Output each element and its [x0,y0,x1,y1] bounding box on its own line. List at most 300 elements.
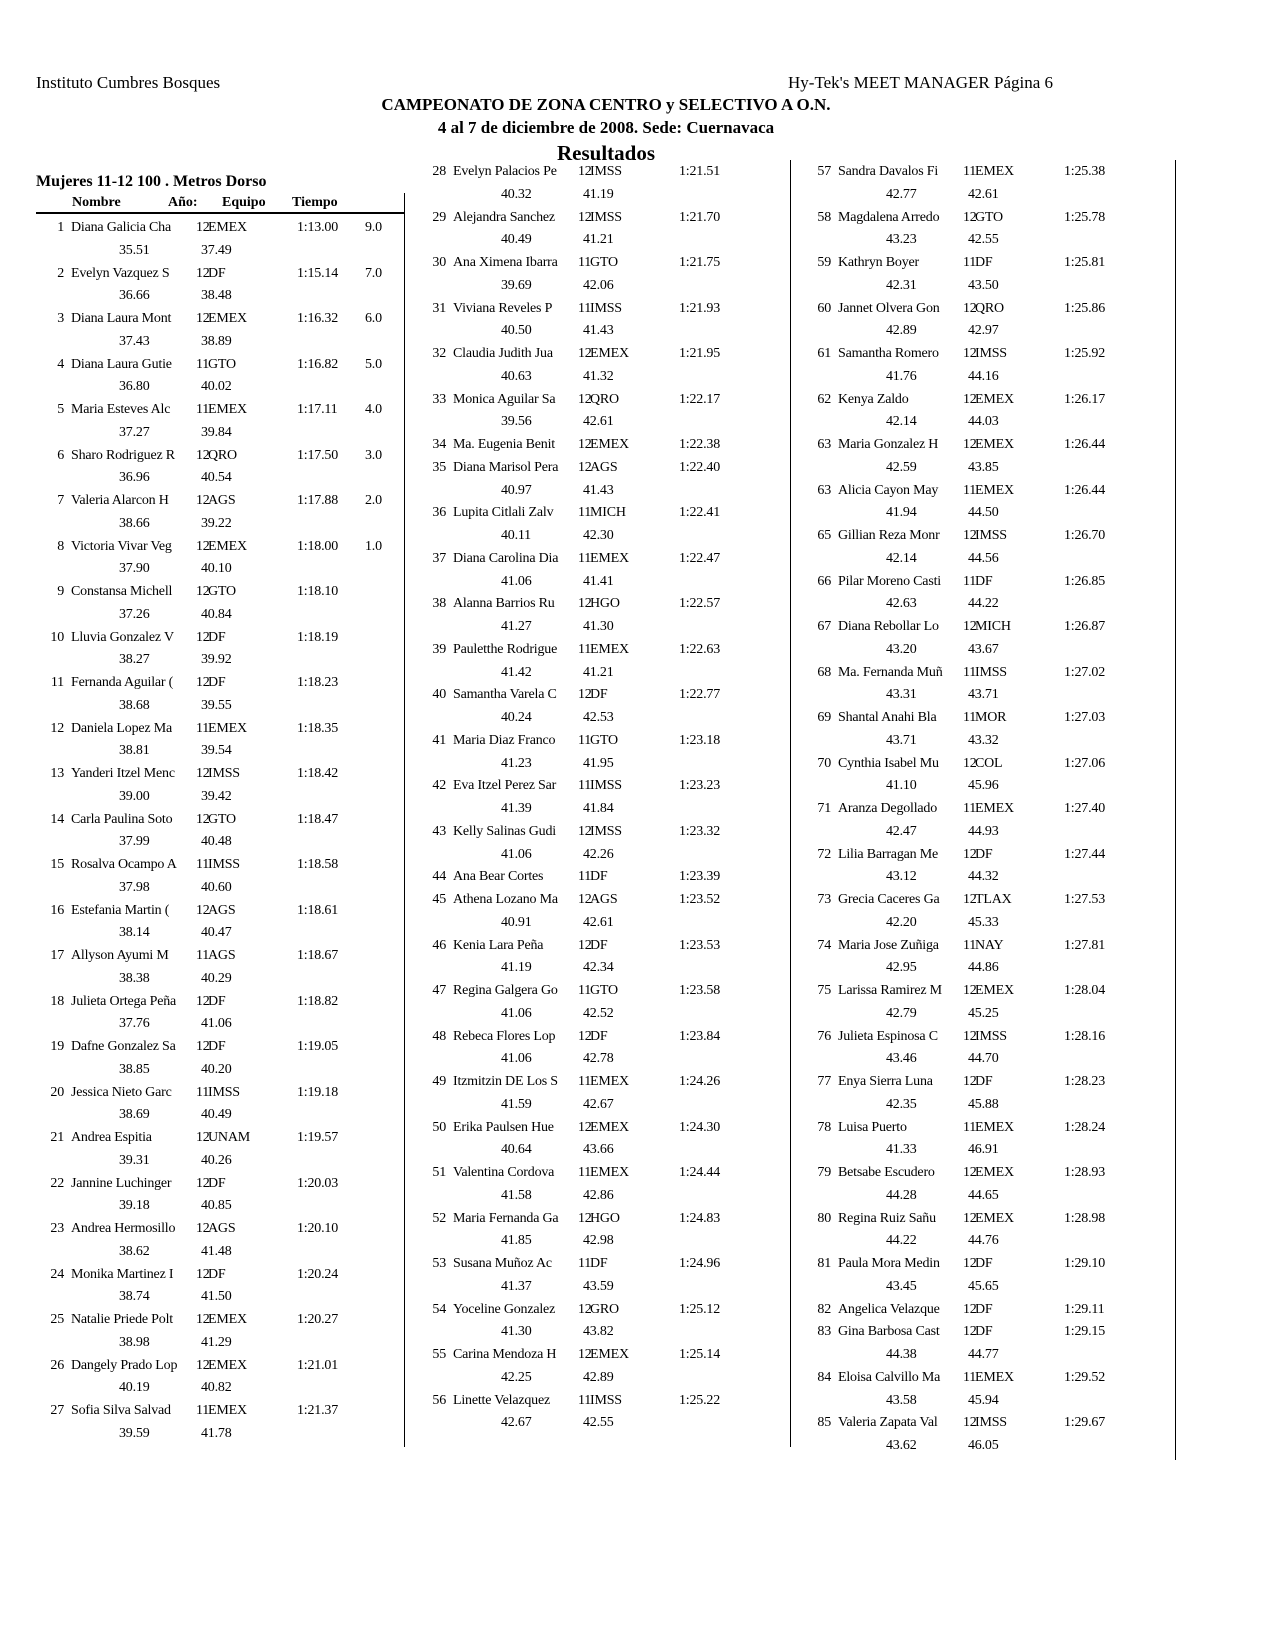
split-row [803,823,1173,841]
final-time: 1:21.70 [679,209,720,225]
split-row [803,277,1173,295]
result-row [418,1301,788,1319]
result-row [36,1311,406,1329]
split-100: 41.43 [583,323,614,339]
place: 11 [50,675,64,690]
split-50: 41.23 [501,755,532,771]
place: 44 [432,869,446,885]
points: 5.0 [365,356,382,372]
split-row [36,333,406,351]
split-50: 42.47 [886,823,917,839]
team: HGO [590,596,620,612]
age: 11 [963,664,977,680]
result-row [418,982,788,1000]
swimmer-name: Monika Martinez I [71,1266,174,1282]
split-row [36,1425,406,1443]
split-50: 40.64 [501,1142,532,1158]
split-100: 43.50 [968,277,999,293]
split-50: 41.94 [886,505,917,521]
age: 12 [196,811,210,827]
age: 12 [578,937,592,953]
swimmer-name: Eva Itzel Perez Sar [453,778,557,794]
team: DF [208,1039,226,1054]
place: 13 [50,766,64,781]
age: 12 [578,1119,592,1135]
team: IMSS [590,300,622,316]
split-50: 43.58 [886,1392,917,1408]
age: 12 [578,437,592,452]
split-100: 42.78 [583,1051,614,1067]
split-row [36,1334,406,1352]
place: 34 [432,437,446,452]
split-row [36,287,406,305]
swimmer-name: Carina Mendoza H [453,1347,557,1362]
place: 27 [50,1403,64,1418]
swimmer-name: Linette Velazquez [453,1392,551,1408]
place: 66 [817,573,831,589]
final-time: 1:26.85 [1064,573,1105,589]
swimmer-name: Lluvia Gonzalez V [71,629,174,645]
split-50: 41.33 [886,1142,917,1158]
split-100: 43.67 [968,641,999,657]
result-row [803,163,1173,181]
swimmer-name: Kathryn Boyer [838,255,919,270]
team: AGS [208,948,236,963]
team: EMEX [590,550,629,566]
split-50: 41.85 [501,1233,532,1249]
split-100: 39.92 [201,652,232,668]
team: EMEX [975,801,1014,816]
age: 12 [196,265,210,281]
final-time: 1:25.81 [1064,255,1105,270]
team: IMSS [208,766,240,781]
swimmer-name: Regina Ruiz Sañu [838,1210,936,1226]
split-row [803,641,1173,659]
age: 11 [578,550,592,566]
team: EMEX [975,983,1014,998]
final-time: 1:27.02 [1064,664,1105,680]
age: 12 [578,1210,592,1226]
split-100: 44.70 [968,1051,999,1067]
split-100: 44.77 [968,1347,999,1362]
split-50: 39.18 [119,1198,150,1214]
result-row [803,664,1173,682]
points: 1.0 [365,538,382,554]
team: QRO [975,300,1004,316]
split-row [36,697,406,715]
team: DF [208,629,226,645]
result-row [418,1255,788,1273]
age: 12 [963,755,977,771]
age: 12 [963,1324,977,1340]
split-row [803,959,1173,977]
points: 2.0 [365,493,382,508]
age: 12 [963,437,977,452]
result-row [418,550,788,568]
split-100: 42.67 [583,1096,614,1112]
place: 78 [817,1119,831,1135]
final-time: 1:22.47 [679,550,720,566]
place: 36 [432,505,446,521]
age: 12 [963,1165,977,1180]
team: DF [590,869,608,885]
final-time: 1:18.58 [297,857,338,872]
split-row [803,1392,1173,1410]
swimmer-name: Kelly Salinas Gudi [453,823,556,839]
place: 70 [817,755,831,771]
team: EMEX [975,482,1014,498]
swimmer-name: Diana Marisol Pera [453,459,559,475]
split-50: 38.69 [119,1107,150,1123]
age: 12 [196,1039,210,1054]
age: 12 [196,675,210,690]
team: EMEX [208,720,247,736]
age: 11 [963,937,977,953]
final-time: 1:24.44 [679,1165,720,1180]
place: 3 [57,311,64,326]
split-50: 42.95 [886,960,917,976]
result-row [803,1028,1173,1046]
result-row [418,1164,788,1182]
team: AGS [208,493,236,508]
split-row [803,1096,1173,1114]
points: 4.0 [365,402,382,417]
split-50: 41.76 [886,368,917,384]
split-100: 41.30 [583,619,614,634]
result-row [418,459,788,477]
place: 31 [432,300,446,316]
place: 79 [817,1165,831,1180]
split-100: 38.89 [201,333,232,349]
place: 53 [432,1256,446,1271]
final-time: 1:21.51 [679,164,720,179]
final-time: 1:25.92 [1064,346,1105,361]
place: 33 [432,391,446,407]
split-row [36,1061,406,1079]
team: DF [208,675,226,690]
split-row [803,914,1173,932]
split-50: 42.35 [886,1096,917,1112]
team: IMSS [975,528,1007,543]
swimmer-name: Shantal Anahi Bla [838,710,937,725]
swimmer-name: Maria Jose Zuñiga [838,937,939,953]
swimmer-name: Andrea Hermosillo [71,1221,176,1236]
split-50: 43.46 [886,1051,917,1067]
place: 56 [432,1392,446,1408]
swimmer-name: Valeria Alarcon H [71,493,169,508]
team: NAY [975,937,1004,953]
place: 20 [50,1084,64,1100]
final-time: 1:25.14 [679,1347,720,1362]
swimmer-name: Daniela Lopez Ma [71,720,172,736]
points: 7.0 [365,265,382,281]
team: GTO [590,255,618,270]
swimmer-name: Valeria Zapata Val [838,1415,938,1431]
final-time: 1:29.67 [1064,1415,1105,1431]
age: 12 [963,1074,977,1089]
split-50: 44.22 [886,1233,917,1249]
final-time: 1:25.38 [1064,164,1105,179]
result-row [418,1346,788,1364]
age: 11 [963,1119,977,1135]
split-row [36,242,406,260]
age: 12 [963,1028,977,1044]
team: EMEX [975,1165,1014,1180]
points: 6.0 [365,311,382,326]
age: 11 [963,710,977,725]
age: 11 [578,778,592,794]
final-time: 1:29.52 [1064,1369,1105,1385]
split-100: 42.61 [583,914,614,930]
split-row [803,777,1173,795]
age: 12 [578,164,592,179]
age: 11 [578,983,592,998]
final-time: 1:20.27 [297,1312,338,1327]
swimmer-name: Sharo Rodriguez R [71,447,175,463]
split-row [803,1437,1173,1455]
team: DF [590,1256,608,1271]
swimmer-name: Julieta Ortega Peña [71,993,177,1009]
result-row [803,1210,1173,1228]
split-50: 41.19 [501,960,532,976]
age: 12 [963,1210,977,1226]
team: EMEX [975,437,1014,452]
final-time: 1:19.18 [297,1084,338,1100]
age: 11 [196,1403,210,1418]
split-50: 37.26 [119,606,150,622]
final-time: 1:22.41 [679,505,720,521]
age: 12 [963,300,977,316]
result-row [803,391,1173,409]
result-row [803,846,1173,864]
result-row [803,1414,1173,1432]
final-time: 1:27.81 [1064,937,1105,953]
split-100: 42.98 [583,1233,614,1249]
place: 15 [50,857,64,872]
final-time: 1:28.16 [1064,1028,1105,1044]
age: 12 [963,528,977,543]
age: 12 [196,1312,210,1327]
split-50: 42.67 [501,1415,532,1431]
split-100: 43.85 [968,459,999,475]
age: 12 [196,1175,210,1191]
result-row [418,209,788,227]
split-row [803,550,1173,568]
split-100: 42.34 [583,960,614,976]
place: 62 [817,391,831,407]
place: 21 [50,1130,64,1145]
age: 11 [963,1369,977,1385]
final-time: 1:27.44 [1064,846,1105,862]
swimmer-name: Andrea Espitia [71,1130,152,1145]
place: 10 [50,629,64,645]
split-100: 42.30 [583,528,614,543]
team: TLAX [975,892,1012,907]
split-100: 40.48 [201,834,232,850]
place: 46 [432,937,446,953]
split-100: 37.49 [201,242,232,258]
place: 50 [432,1119,446,1135]
place: 63 [817,482,831,498]
swimmer-name: Athena Lozano Ma [453,892,558,907]
meet-title: CAMPEONATO DE ZONA CENTRO y SELECTIVO A O.N. [381,95,831,114]
final-time: 1:21.93 [679,300,720,316]
split-100: 40.10 [201,561,232,577]
split-row [418,186,788,204]
team: DF [590,1028,608,1044]
col-header-team: Equipo [222,195,266,210]
points: 9.0 [365,220,382,235]
split-50: 43.62 [886,1438,917,1453]
split-row [803,413,1173,431]
age: 11 [196,402,210,417]
team: EMEX [208,1403,247,1418]
place: 77 [817,1074,831,1089]
split-50: 41.06 [501,573,532,589]
split-50: 42.14 [886,414,917,430]
team: EMEX [975,1369,1014,1385]
split-row [36,560,406,578]
split-50: 41.06 [501,1005,532,1021]
team: DF [208,993,226,1009]
split-row [418,413,788,431]
software-page-label: Hy-Tek's MEET MANAGER Página 6 [788,73,1054,92]
age: 11 [963,164,977,179]
split-row [36,1243,406,1261]
split-row [418,482,788,500]
split-row [418,1005,788,1023]
split-row [36,378,406,396]
split-50: 38.68 [119,697,150,713]
place: 38 [432,596,446,612]
final-time: 1:21.95 [679,346,720,361]
team: IMSS [208,1084,240,1100]
team: IMSS [590,823,622,839]
split-row [803,732,1173,750]
split-row [803,686,1173,704]
result-row [36,219,406,237]
swimmer-name: Diana Carolina Dia [453,550,559,566]
split-row [803,595,1173,613]
swimmer-name: Maria Fernanda Ga [453,1210,559,1226]
swimmer-name: Alanna Barrios Ru [453,596,555,612]
split-50: 42.59 [886,459,917,475]
result-row [803,755,1173,773]
split-50: 40.11 [501,528,531,543]
age: 12 [578,1028,592,1044]
final-time: 1:18.10 [297,584,338,599]
split-100: 44.03 [968,414,999,430]
column-divider [1175,160,1176,1460]
split-50: 40.91 [501,914,532,930]
split-row [418,1369,788,1387]
swimmer-name: Rebeca Flores Lop [453,1028,556,1044]
split-50: 42.20 [886,914,917,930]
split-50: 42.31 [886,277,917,293]
split-50: 37.98 [119,879,150,895]
age: 12 [963,1415,977,1431]
split-100: 44.32 [968,869,999,885]
age: 11 [578,1165,592,1180]
result-row [36,310,406,328]
age: 12 [196,993,210,1009]
swimmer-name: Itzmitzin DE Los S [453,1074,558,1089]
final-time: 1:27.40 [1064,801,1105,816]
age: 12 [196,1221,210,1236]
split-50: 38.27 [119,652,150,668]
final-time: 1:22.63 [679,641,720,657]
result-row [36,447,406,465]
swimmer-name: Enya Sierra Luna [838,1074,933,1089]
split-50: 41.27 [501,619,532,634]
team: MOR [975,710,1007,725]
swimmer-name: Aranza Degollado [838,801,938,816]
split-row [418,231,788,249]
result-row [803,1119,1173,1137]
final-time: 1:28.98 [1064,1210,1105,1226]
split-row [803,1187,1173,1205]
swimmer-name: Kenia Lara Peña [453,937,544,953]
place: 6 [57,447,64,463]
age: 12 [963,892,977,907]
swimmer-name: Evelyn Palacios Pe [453,164,557,179]
place: 71 [817,801,831,816]
place: 58 [817,209,831,225]
split-row [803,459,1173,477]
team: DF [208,1175,226,1191]
swimmer-name: Fernanda Aguilar ( [71,675,174,690]
final-time: 1:18.82 [297,993,338,1009]
swimmer-name: Lilia Barragan Me [838,846,939,862]
split-100: 42.97 [968,323,999,339]
split-50: 43.23 [886,232,917,248]
place: 61 [817,346,831,361]
points: 3.0 [365,447,382,463]
split-50: 41.30 [501,1324,532,1340]
col-header-age: Año: [168,195,198,210]
age: 12 [196,447,210,463]
split-50: 36.80 [119,379,150,395]
age: 12 [578,1301,592,1317]
place: 41 [432,732,446,748]
result-row [418,823,788,841]
place: 29 [432,209,446,225]
result-row [36,1266,406,1284]
split-100: 43.71 [968,687,999,703]
age: 12 [578,596,592,612]
final-time: 1:16.82 [297,356,338,372]
split-100: 45.88 [968,1096,999,1112]
results-heading: Resultados [556,141,656,165]
place: 47 [432,983,446,998]
team: IMSS [590,164,622,179]
swimmer-name: Sandra Davalos Fi [838,164,939,179]
result-row [418,254,788,272]
final-time: 1:16.32 [297,311,338,326]
place: 76 [817,1028,831,1044]
swimmer-name: Luisa Puerto [838,1119,907,1135]
result-row [418,1119,788,1137]
result-row [803,209,1173,227]
swimmer-name: Lupita Citlali Zalv [453,505,554,521]
final-time: 1:27.06 [1064,755,1105,771]
split-100: 40.85 [201,1198,232,1214]
place: 80 [817,1210,831,1226]
result-row [418,436,788,454]
age: 11 [963,482,977,498]
split-row [803,322,1173,340]
split-row [36,879,406,897]
